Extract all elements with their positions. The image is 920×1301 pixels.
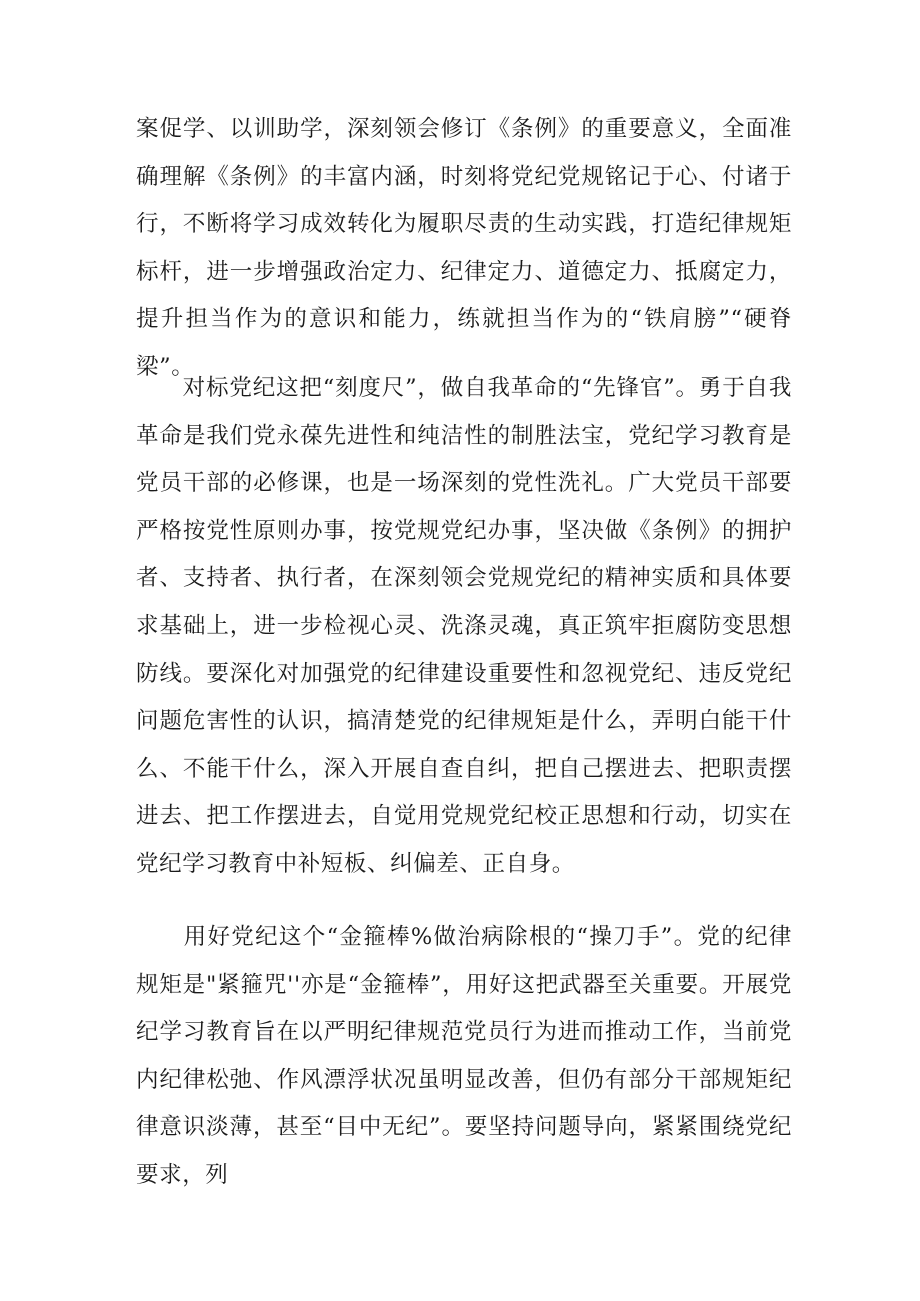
paragraph-1: 案促学、以训助学，深刻领会修订《条例》的重要意义，全面准确理解《条例》的丰富内涵，时刻将党纪党规铭记于心、付诸于行，不断将学习成效转化为履职尽责的生动实践，打造纪律规矩标杆，进一步增强政治定力、纪律定力、道德定力、抵腐定力，提升担当作为的意识和能力，练就担当作为的“铁肩膀”“硬脊梁”。 [136, 116, 792, 380]
paragraph-3: 用好党纪这个“金箍棒%做治病除根的“操刀手”。党的纪律规矩是"紧箍咒''亦是“金箍棒”，用好这把武器至关重要。开展党纪学习教育旨在以严明纪律规范党员行为进而推动工作，当前党内纪律松弛、作风漂浮状况虽明显改善，但仍有部分干部规矩纪律意识淡薄，甚至“目中无纪”。要坚持问题导向，紧紧围绕党纪要求，列 [136, 924, 792, 1188]
paragraph-2: 对标党纪这把“刻度尺”，做自我革命的“先锋官”。勇于自我革命是我们党永葆先进性和纯洁性的制胜法宝，党纪学习教育是党员干部的必修课，也是一场深刻的党性洗礼。广大党员干部要严格按党性原则办事，按党规党纪办事，坚决做《条例》的拥护者、支持者、执行者，在深刻领会党规党纪的精神实质和具体要求基础上，进一步检视心灵、洗涤灵魂，真正筑牢拒腐防变思想防线。要深化对加强党的纪律建设重要性和忽视党纪、违反党纪问题危害性的认识，搞清楚党的纪律规矩是什么，弄明白能干什么、不能干什么，深入开展自查自纠，把自己摆进去、把职责摆进去、把工作摆进去，自觉用党规党纪校正思想和行动，切实在党纪学习教育中补短板、纠偏差、正自身。 [136, 375, 792, 877]
